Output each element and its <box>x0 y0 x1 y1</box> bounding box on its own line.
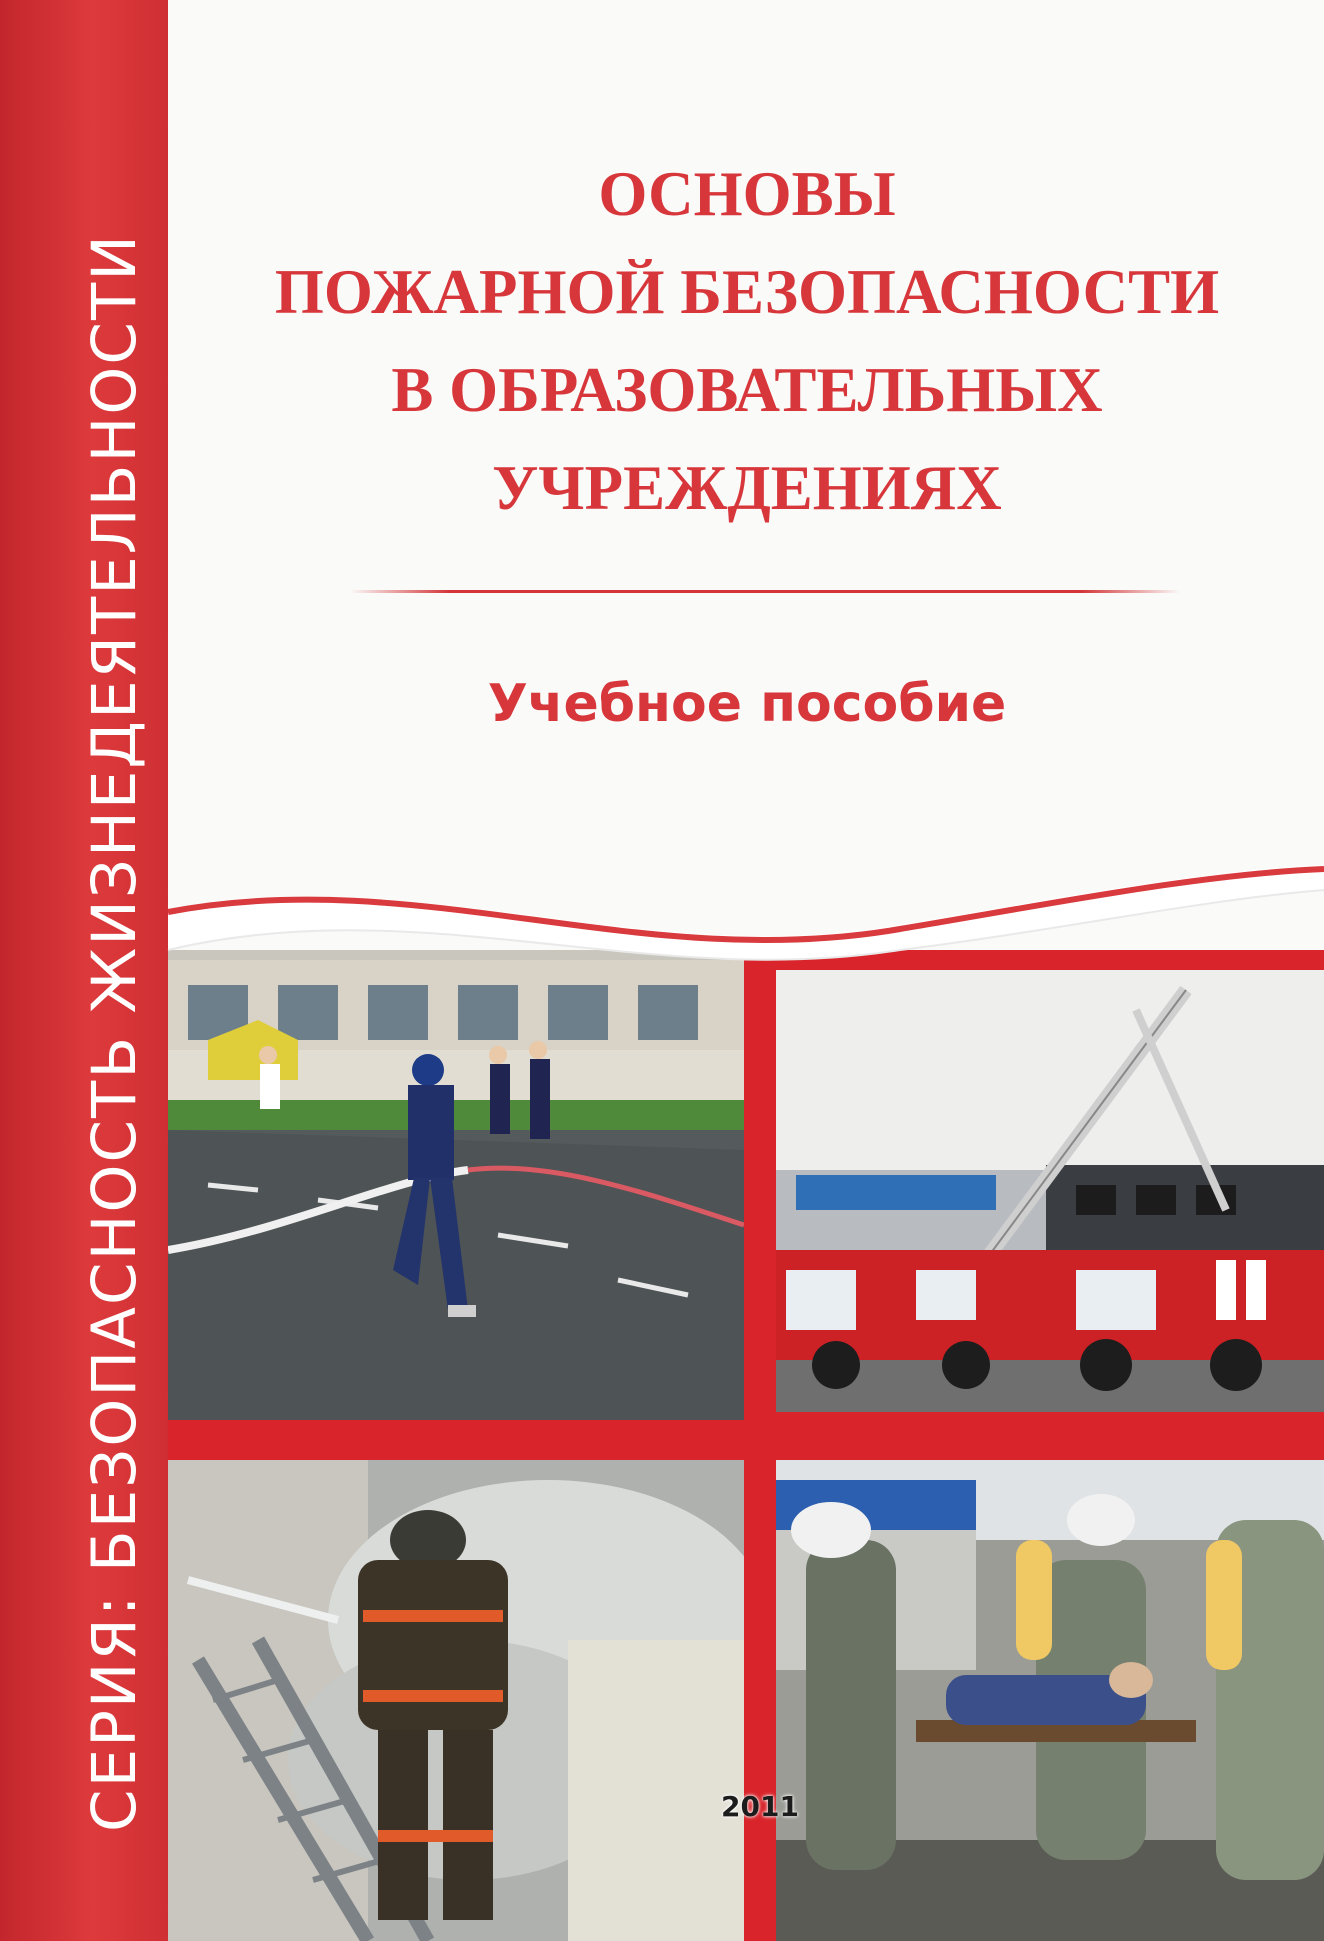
title-divider <box>350 590 1180 593</box>
book-title <box>170 145 1324 537</box>
title-line-2: ПОЖАРНОЙ БЕЗОПАСНОСТИ <box>274 257 1220 327</box>
photo-hose-race <box>168 950 744 1420</box>
photo-firefighter-spraying <box>168 1460 744 1941</box>
title-line-3: В ОБРАЗОВАТЕЛЬНЫХ <box>391 355 1103 425</box>
publication-year: 2011 <box>721 1790 799 1823</box>
photo-fire-trucks <box>776 970 1324 1412</box>
photo-rescue-stretcher <box>776 1460 1324 1941</box>
title-line-4: УЧРЕЖДЕНИЯХ <box>492 453 1002 523</box>
decorative-wave <box>0 850 1324 990</box>
title-line-1: ОСНОВЫ <box>598 159 896 229</box>
series-label: СЕРИЯ: БЕЗОПАСНОСТЬ ЖИЗНЕДЕЯТЕЛЬНОСТИ <box>79 233 150 1832</box>
book-subtitle: Учебное пособие <box>487 674 1007 734</box>
